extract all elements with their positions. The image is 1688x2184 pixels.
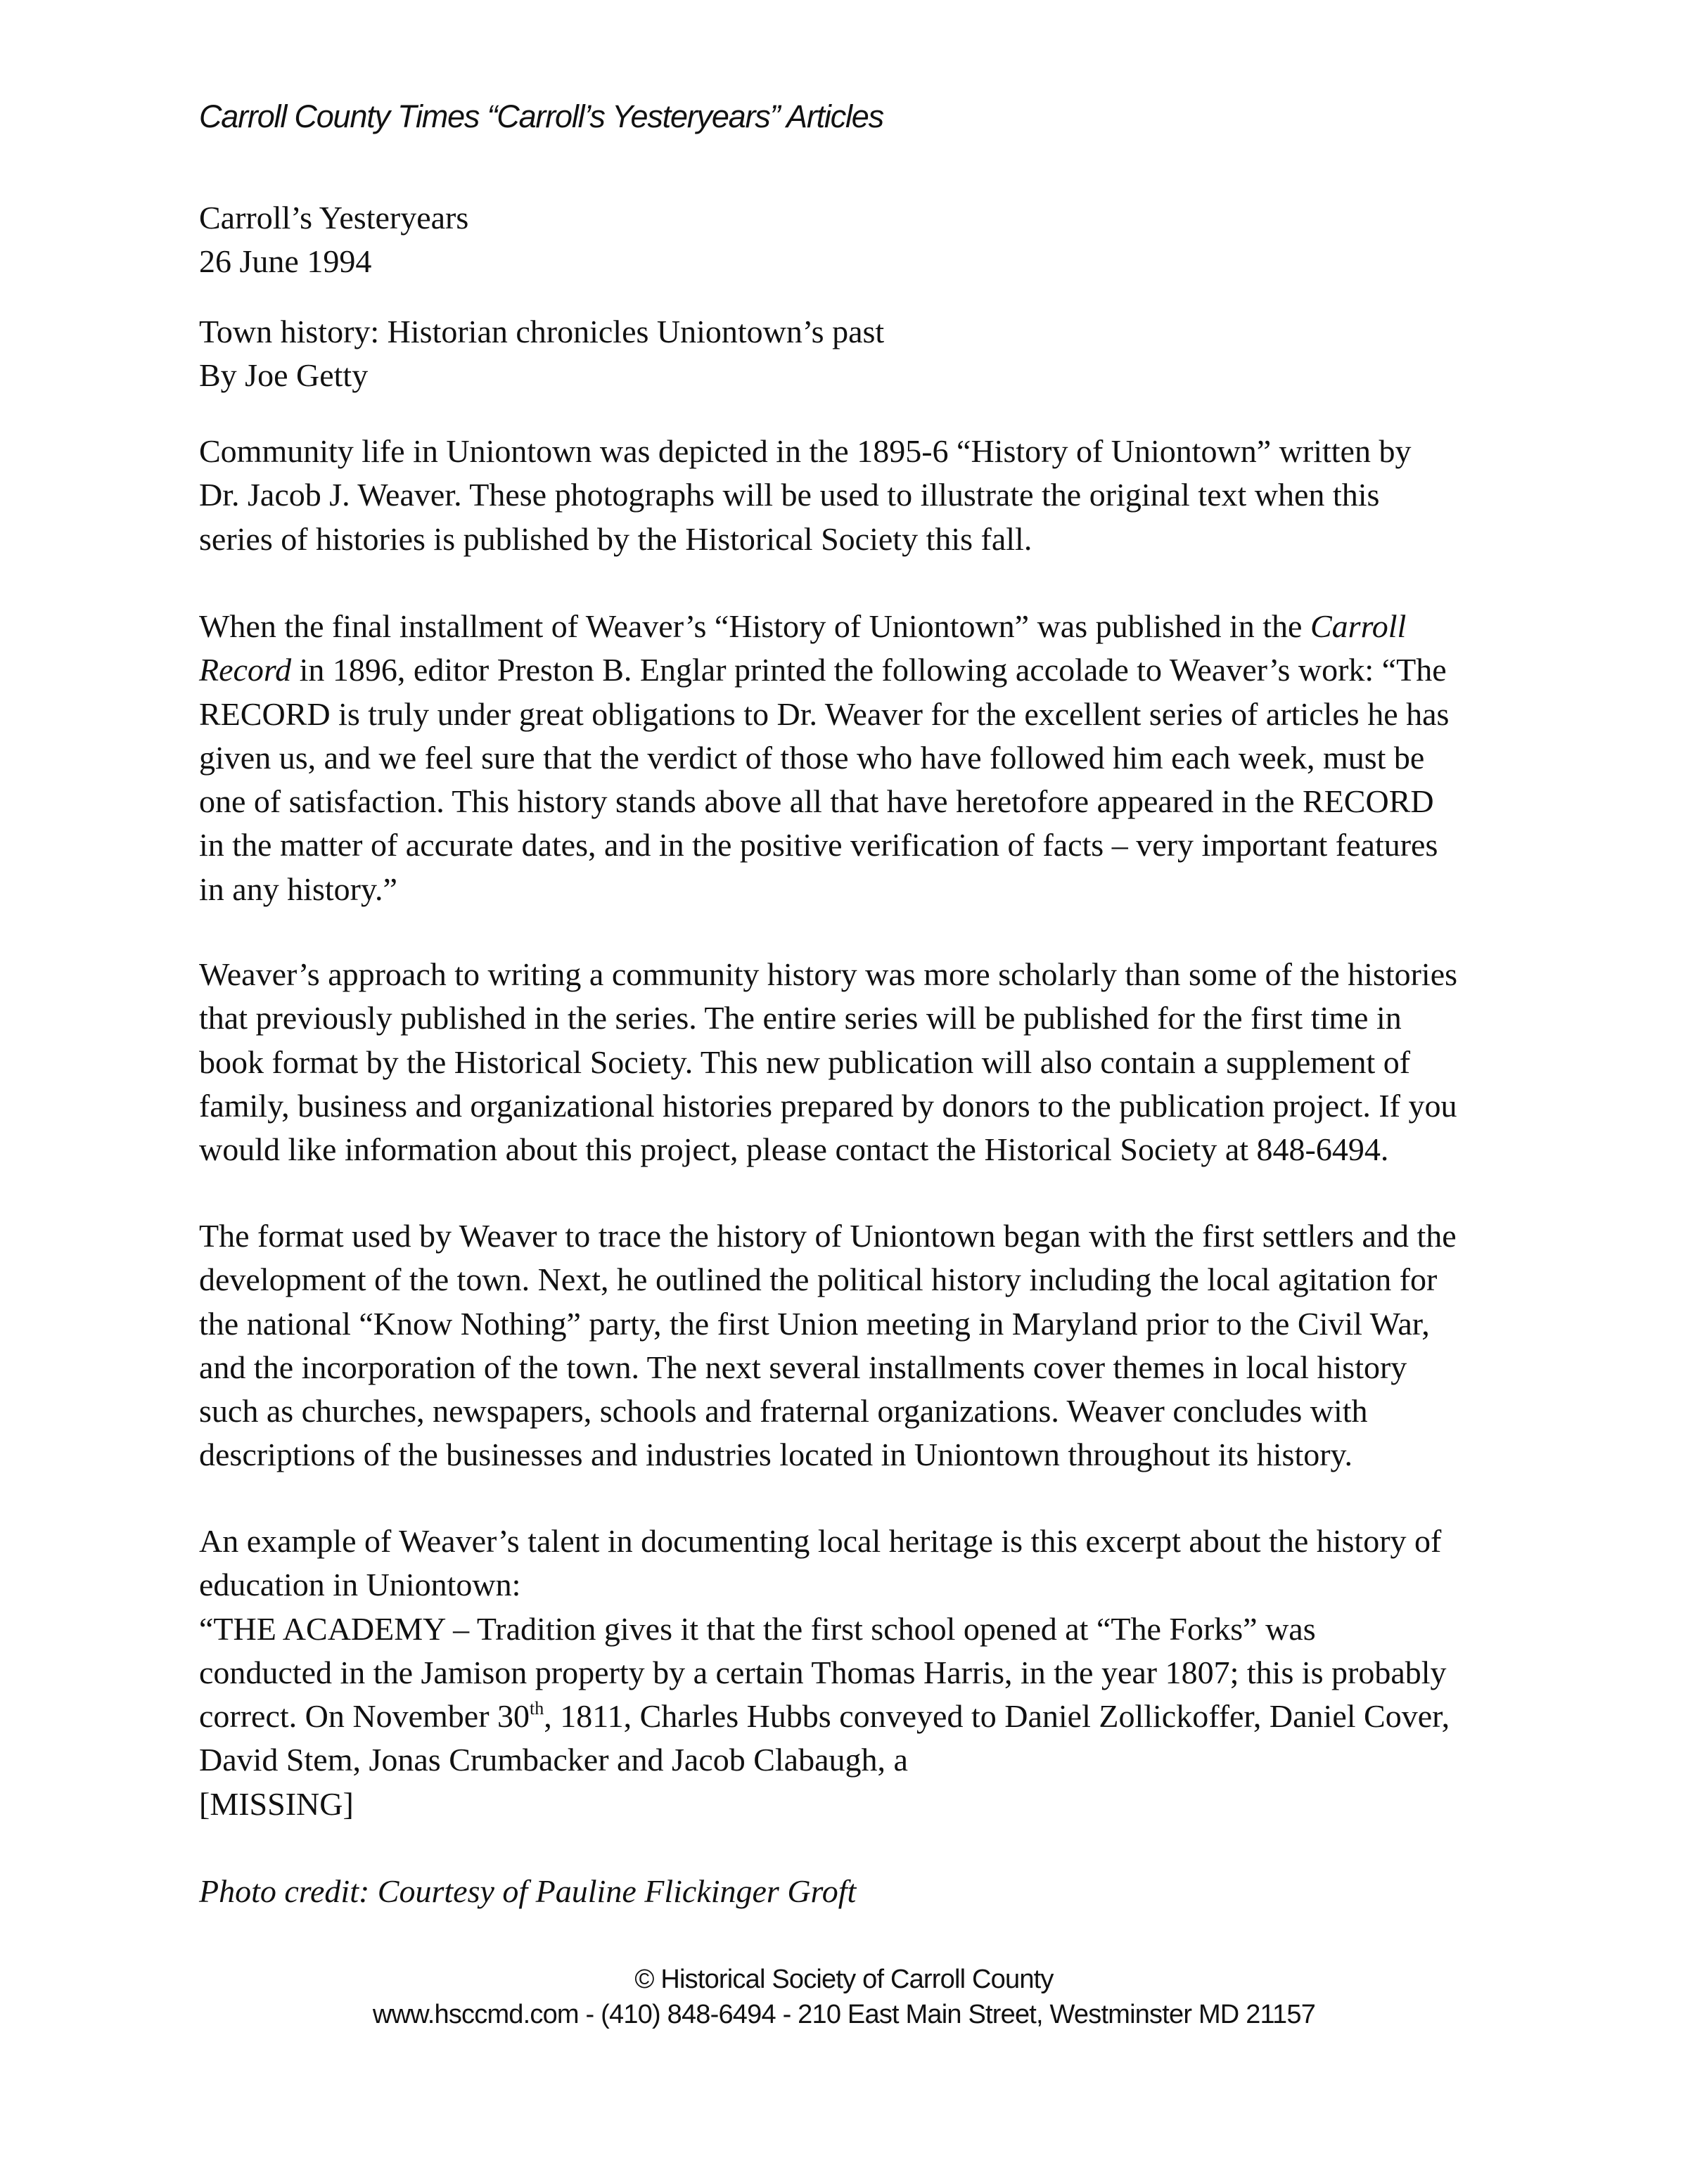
text-line: series of histories is published by the Historical Society this fall. — [199, 520, 1032, 557]
text-line: development of the town. Next, he outlined the political history including the local agitation for — [199, 1261, 1438, 1298]
text-line: [MISSING] — [199, 1785, 354, 1822]
article-meta — [199, 196, 468, 284]
text-segment: When the final installment of Weaver’s “History of Uniontown” was published in the — [199, 608, 1310, 644]
article-heading — [199, 310, 884, 398]
paragraph-3 — [199, 953, 1457, 1171]
publication-title: Carroll — [1310, 608, 1407, 644]
paragraph-5 — [199, 1520, 1450, 1826]
document-header: Carroll County Times “Carroll’s Yesteryears” Articles — [199, 98, 883, 134]
text-line: Community life in Uniontown was depicted in the 1895-6 “History of Uniontown” written by — [199, 433, 1412, 469]
text-line: Dr. Jacob J. Weaver. These photographs will be used to illustrate the original text when this — [199, 477, 1380, 513]
text-line: in the matter of accurate dates, and in the positive verification of facts – very important features — [199, 827, 1438, 863]
photo-credit: Photo credit: Courtesy of Pauline Flickinger Groft — [199, 1873, 857, 1909]
text-line — [199, 1695, 1450, 1738]
text-line: David Stem, Jonas Crumbacker and Jacob Clabaugh, a — [199, 1742, 908, 1778]
text-line: conducted in the Jamison property by a certain Thomas Harris, in the year 1807; this is probably — [199, 1654, 1447, 1690]
byline: By Joe Getty — [199, 357, 369, 394]
footer-contact: www.hsccmd.com - (410) 848-6494 - 210 East Main Street, Westminster MD 21157 — [372, 2000, 1316, 2029]
text-line: family, business and organizational histories prepared by donors to the publication project. If you — [199, 1087, 1457, 1124]
text-line: RECORD is truly under great obligations to Dr. Weaver for the excellent series of articles he has — [199, 695, 1450, 732]
text-line: in any history.” — [199, 871, 397, 907]
text-segment: in 1896, editor Preston B. Englar printed the following accolade to Weaver’s work: “The — [291, 652, 1447, 688]
text-line: An example of Weaver’s talent in documenting local heritage is this excerpt about the history of — [199, 1523, 1442, 1559]
text-line — [199, 648, 1449, 692]
text-line — [199, 605, 1449, 648]
text-line: “THE ACADEMY – Tradition gives it that the first school opened at “The Forks” was — [199, 1610, 1316, 1647]
paragraph-4 — [199, 1214, 1457, 1477]
text-line: such as churches, newspapers, schools and fraternal organizations. Weaver concludes with — [199, 1393, 1368, 1430]
text-line: The format used by Weaver to trace the history of Uniontown began with the first settlers and the — [199, 1218, 1457, 1254]
text-line: and the incorporation of the town. The next several installments cover themes in local history — [199, 1349, 1407, 1385]
text-line: the national “Know Nothing” party, the first Union meeting in Maryland prior to the Civil War, — [199, 1305, 1430, 1342]
text-segment: correct. On November 30 — [199, 1698, 530, 1735]
footer-copyright: © Historical Society of Carroll County — [634, 1965, 1054, 1994]
article-date: 26 June 1994 — [199, 243, 372, 280]
paragraph-2 — [199, 605, 1449, 911]
publication-title: Record — [199, 652, 292, 688]
text-line: would like information about this project, please contact the Historical Society at 848-6494. — [199, 1131, 1389, 1168]
text-line: given us, and we feel sure that the verdict of those who have followed him each week, must be — [199, 739, 1425, 776]
text-line: descriptions of the businesses and industries located in Uniontown throughout its history. — [199, 1437, 1353, 1473]
text-line: education in Uniontown: — [199, 1567, 521, 1603]
text-line: one of satisfaction. This history stands above all that have heretofore appeared in the RECORD — [199, 783, 1434, 820]
headline: Town history: Historian chronicles Uniontown’s past — [199, 314, 885, 349]
column-name: Carroll’s Yesteryears — [199, 200, 469, 236]
text-line: that previously published in the series. The entire series will be published for the first time in — [199, 1000, 1402, 1036]
text-line: Weaver’s approach to writing a community history was more scholarly than some of the histories — [199, 956, 1458, 992]
paragraph-1 — [199, 430, 1411, 561]
ordinal-suffix: th — [530, 1698, 544, 1719]
text-segment: , 1811, Charles Hubbs conveyed to Daniel Zollickoffer, Daniel Cover, — [544, 1698, 1450, 1735]
text-line: book format by the Historical Society. This new publication will also contain a supplement of — [199, 1043, 1411, 1080]
